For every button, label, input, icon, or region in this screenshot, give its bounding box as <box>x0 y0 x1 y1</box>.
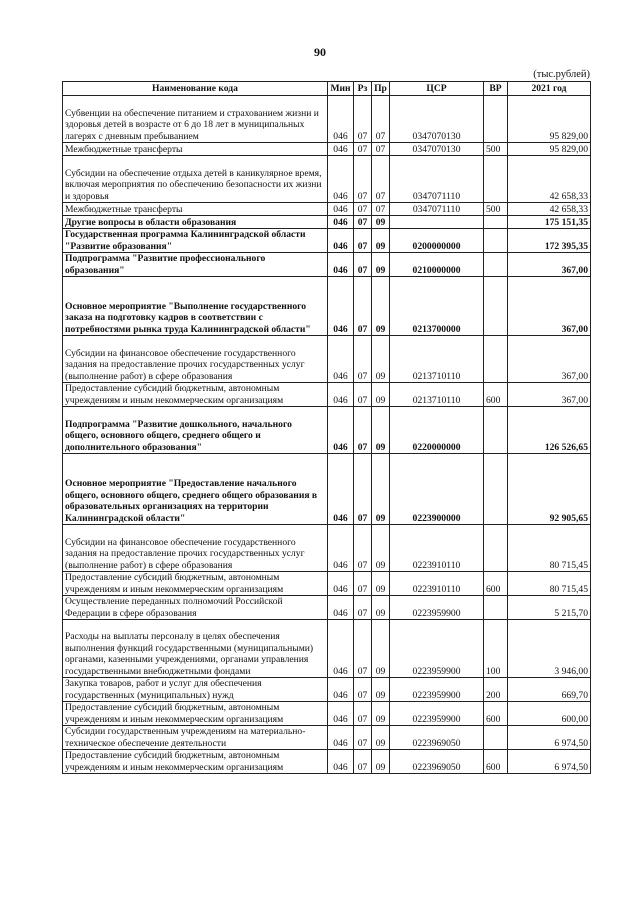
header-name: Наименование кода <box>63 82 328 96</box>
table-row <box>63 454 591 525</box>
cell-min: 046 <box>328 702 354 726</box>
cell-vr: 600 <box>484 750 508 774</box>
cell-amount: 367,00 <box>508 383 591 407</box>
cell-vr: 200 <box>484 678 508 702</box>
cell-amount: 5 215,70 <box>508 596 591 620</box>
cell-min: 046 <box>328 678 354 702</box>
cell-name: Субсидии на финансовое обеспечение государственного задания на предоставление прочих государственных услуг (выполнение работ) в сфере образования <box>63 336 328 383</box>
cell-name: Субсидии государственным учреждениям на материально-техническое обеспечение деятельности <box>63 726 328 750</box>
cell-pr: 09 <box>372 336 390 383</box>
table-row <box>63 678 591 702</box>
cell-pr: 09 <box>372 277 390 336</box>
cell-name: Межбюджетные трансферты <box>63 203 328 216</box>
cell-name: Государственная программа Калининградской области "Развитие образования" <box>63 229 328 253</box>
cell-csr: 0223900000 <box>390 454 484 525</box>
header-vr: ВР <box>484 82 508 96</box>
cell-csr: 0220000000 <box>390 407 484 454</box>
cell-min: 046 <box>328 454 354 525</box>
cell-name: Предоставление субсидий бюджетным, автономным учреждениям и иным некоммерческим организациям <box>63 572 328 596</box>
cell-name: Другие вопросы в области образования <box>63 216 328 229</box>
header-min: Мин <box>328 82 354 96</box>
cell-amount: 92 905,65 <box>508 454 591 525</box>
cell-pr: 07 <box>372 96 390 143</box>
header-amount: 2021 год <box>508 82 591 96</box>
cell-amount: 600,00 <box>508 702 591 726</box>
cell-amount: 95 829,00 <box>508 143 591 156</box>
cell-amount: 42 658,33 <box>508 156 591 203</box>
cell-pr: 09 <box>372 726 390 750</box>
cell-rz: 07 <box>354 702 372 726</box>
cell-csr: 0223959900 <box>390 620 484 678</box>
cell-min: 046 <box>328 750 354 774</box>
cell-vr: 100 <box>484 620 508 678</box>
cell-min: 046 <box>328 383 354 407</box>
cell-name: Субвенции на обеспечение питанием и страхованием жизни и здоровья детей в возрасте от 6 до 18 лет в муниципальных лагерях с дневным пребыванием <box>63 96 328 143</box>
cell-name: Субсидии на обеспечение отдыха детей в каникулярное время, включая мероприятия по обеспечению безопасности их жизни и здоровья <box>63 156 328 203</box>
table-row <box>63 572 591 596</box>
cell-rz: 07 <box>354 620 372 678</box>
cell-csr <box>390 216 484 229</box>
cell-min: 046 <box>328 277 354 336</box>
cell-rz: 07 <box>354 407 372 454</box>
table-row <box>63 750 591 774</box>
cell-name: Закупка товаров, работ и услуг для обеспечения государственных (муниципальных) нужд <box>63 678 328 702</box>
cell-csr: 0347070130 <box>390 96 484 143</box>
cell-min: 046 <box>328 525 354 572</box>
cell-vr <box>484 253 508 277</box>
cell-min: 046 <box>328 407 354 454</box>
cell-csr: 0210000000 <box>390 253 484 277</box>
cell-csr: 0223959900 <box>390 596 484 620</box>
cell-min: 046 <box>328 203 354 216</box>
table-row <box>63 277 591 336</box>
cell-name: Межбюджетные трансферты <box>63 143 328 156</box>
table-row <box>63 203 591 216</box>
cell-csr: 0223959900 <box>390 678 484 702</box>
cell-name: Основное мероприятие "Предоставление начального общего, основного общего, среднего общего образования в образовательных организациях на территории Калининградской области" <box>63 454 328 525</box>
cell-pr: 09 <box>372 750 390 774</box>
cell-csr: 0223959900 <box>390 702 484 726</box>
cell-name: Предоставление субсидий бюджетным, автономным учреждениям и иным некоммерческим организациям <box>63 750 328 774</box>
cell-min: 046 <box>328 336 354 383</box>
cell-vr <box>484 229 508 253</box>
cell-csr: 0347071110 <box>390 156 484 203</box>
cell-amount: 6 974,50 <box>508 750 591 774</box>
cell-pr: 09 <box>372 229 390 253</box>
cell-vr <box>484 277 508 336</box>
cell-amount: 95 829,00 <box>508 96 591 143</box>
cell-rz: 07 <box>354 596 372 620</box>
cell-vr <box>484 407 508 454</box>
cell-pr: 09 <box>372 572 390 596</box>
cell-csr: 0347070130 <box>390 143 484 156</box>
cell-pr: 09 <box>372 253 390 277</box>
cell-pr: 09 <box>372 216 390 229</box>
cell-min: 046 <box>328 143 354 156</box>
cell-pr: 09 <box>372 702 390 726</box>
header-csr: ЦСР <box>390 82 484 96</box>
cell-rz: 07 <box>354 253 372 277</box>
cell-name: Расходы на выплаты персоналу в целях обеспечения выполнения функций государственными (муниципальными) органами, казенными учреждениями, органами управления государственными внебюджетными фондами <box>63 620 328 678</box>
cell-amount: 175 151,35 <box>508 216 591 229</box>
cell-pr: 09 <box>372 678 390 702</box>
cell-rz: 07 <box>354 277 372 336</box>
cell-name: Подпрограмма "Развитие дошкольного, начального общего, основного общего, среднего общего и дополнительного образования" <box>63 407 328 454</box>
cell-rz: 07 <box>354 678 372 702</box>
cell-min: 046 <box>328 620 354 678</box>
cell-csr: 0200000000 <box>390 229 484 253</box>
table-row <box>63 143 591 156</box>
cell-pr: 09 <box>372 454 390 525</box>
table-row <box>63 726 591 750</box>
cell-csr: 0213710110 <box>390 336 484 383</box>
cell-amount: 669,70 <box>508 678 591 702</box>
cell-amount: 6 974,50 <box>508 726 591 750</box>
header-pr: Пр <box>372 82 390 96</box>
table-header-row <box>63 82 591 96</box>
cell-vr <box>484 454 508 525</box>
cell-pr: 09 <box>372 596 390 620</box>
cell-pr: 09 <box>372 620 390 678</box>
cell-min: 046 <box>328 229 354 253</box>
cell-rz: 07 <box>354 525 372 572</box>
cell-rz: 07 <box>354 96 372 143</box>
cell-amount: 367,00 <box>508 336 591 383</box>
cell-vr <box>484 156 508 203</box>
cell-amount: 80 715,45 <box>508 572 591 596</box>
cell-pr: 09 <box>372 407 390 454</box>
cell-min: 046 <box>328 156 354 203</box>
cell-vr <box>484 216 508 229</box>
table-row <box>63 525 591 572</box>
table-body <box>63 96 591 774</box>
cell-rz: 07 <box>354 156 372 203</box>
cell-csr: 0223969050 <box>390 726 484 750</box>
budget-table <box>62 81 591 774</box>
cell-vr: 600 <box>484 572 508 596</box>
table-row <box>63 253 591 277</box>
cell-name: Осуществление переданных полномочий Российской Федерации в сфере образования <box>63 596 328 620</box>
table-row <box>63 383 591 407</box>
cell-rz: 07 <box>354 572 372 596</box>
cell-rz: 07 <box>354 229 372 253</box>
table-row <box>63 96 591 143</box>
cell-rz: 07 <box>354 216 372 229</box>
cell-pr: 09 <box>372 383 390 407</box>
cell-csr: 0223910110 <box>390 525 484 572</box>
cell-csr: 0213710110 <box>390 383 484 407</box>
cell-vr <box>484 525 508 572</box>
header-rz: Рз <box>354 82 372 96</box>
cell-vr <box>484 596 508 620</box>
cell-min: 046 <box>328 253 354 277</box>
cell-amount: 126 526,65 <box>508 407 591 454</box>
cell-rz: 07 <box>354 750 372 774</box>
cell-vr: 500 <box>484 203 508 216</box>
cell-vr <box>484 726 508 750</box>
units-label: (тыс.рублей) <box>533 69 590 80</box>
cell-name: Предоставление субсидий бюджетным, автономным учреждениям и иным некоммерческим организациям <box>63 702 328 726</box>
cell-min: 046 <box>328 216 354 229</box>
cell-rz: 07 <box>354 203 372 216</box>
table-row <box>63 407 591 454</box>
cell-vr: 500 <box>484 143 508 156</box>
cell-amount: 367,00 <box>508 253 591 277</box>
cell-rz: 07 <box>354 336 372 383</box>
page-number: 90 <box>314 45 326 59</box>
cell-min: 046 <box>328 726 354 750</box>
cell-csr: 0213700000 <box>390 277 484 336</box>
cell-rz: 07 <box>354 383 372 407</box>
cell-pr: 07 <box>372 143 390 156</box>
cell-csr: 0223969050 <box>390 750 484 774</box>
table-row <box>63 336 591 383</box>
cell-amount: 42 658,33 <box>508 203 591 216</box>
table-row <box>63 156 591 203</box>
table-row <box>63 229 591 253</box>
cell-rz: 07 <box>354 143 372 156</box>
cell-csr: 0223910110 <box>390 572 484 596</box>
cell-pr: 09 <box>372 525 390 572</box>
cell-pr: 07 <box>372 156 390 203</box>
cell-name: Основное мероприятие "Выполнение государственного заказа на подготовку кадров в соответствии с потребностями рынка труда Калининградской области" <box>63 277 328 336</box>
cell-amount: 80 715,45 <box>508 525 591 572</box>
cell-name: Подпрограмма "Развитие профессионального образования" <box>63 253 328 277</box>
cell-min: 046 <box>328 596 354 620</box>
table-row <box>63 216 591 229</box>
cell-vr: 600 <box>484 383 508 407</box>
cell-min: 046 <box>328 96 354 143</box>
cell-name: Предоставление субсидий бюджетным, автономным учреждениям и иным некоммерческим организациям <box>63 383 328 407</box>
table-row <box>63 596 591 620</box>
cell-amount: 3 946,00 <box>508 620 591 678</box>
table-row <box>63 620 591 678</box>
cell-name: Субсидии на финансовое обеспечение государственного задания на предоставление прочих государственных услуг (выполнение работ) в сфере образования <box>63 525 328 572</box>
cell-csr: 0347071110 <box>390 203 484 216</box>
cell-amount: 172 395,35 <box>508 229 591 253</box>
cell-amount: 367,00 <box>508 277 591 336</box>
cell-rz: 07 <box>354 454 372 525</box>
cell-min: 046 <box>328 572 354 596</box>
cell-vr <box>484 96 508 143</box>
cell-pr: 07 <box>372 203 390 216</box>
table-row <box>63 702 591 726</box>
cell-vr <box>484 336 508 383</box>
cell-vr: 600 <box>484 702 508 726</box>
cell-rz: 07 <box>354 726 372 750</box>
